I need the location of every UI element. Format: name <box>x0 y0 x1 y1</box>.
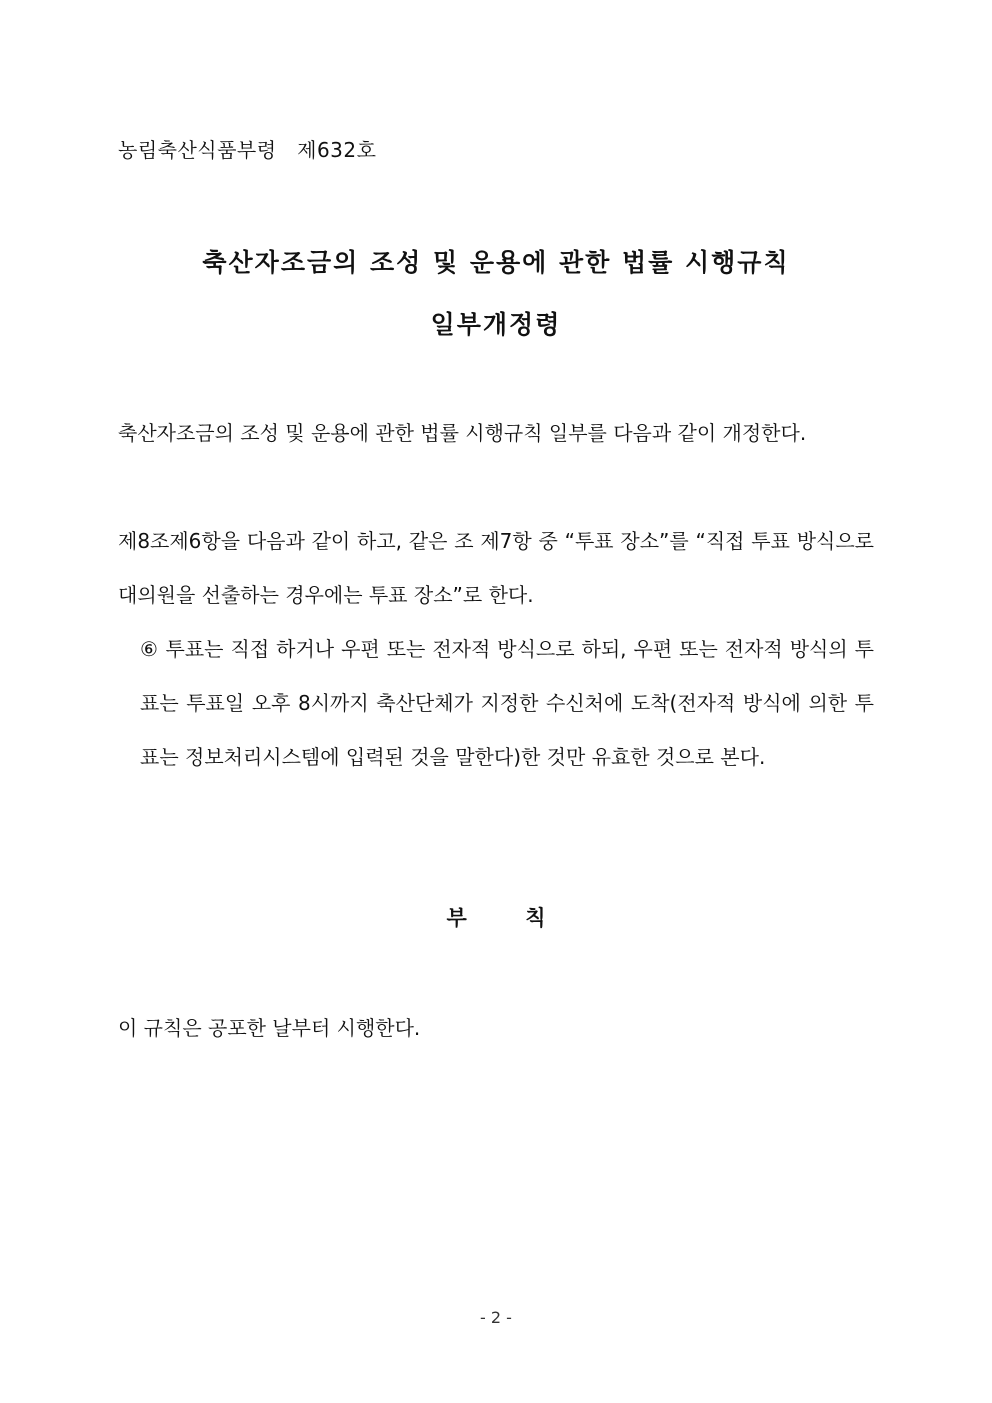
document-title-line-1: 축산자조금의 조성 및 운용에 관한 법률 시행규칙 <box>202 248 790 277</box>
addendum-heading: 부 칙 <box>446 906 546 930</box>
page-number: - 2 - <box>480 1308 512 1327</box>
document-title-line-2: 일부개정령 <box>430 310 562 339</box>
intro-paragraph: 축산자조금의 조성 및 운용에 관한 법률 시행규칙 일부를 다음과 같이 개정한다. <box>118 421 807 445</box>
amendment-paragraph: 제8조제6항을 다음과 같이 하고, 같은 조 제7항 중 “투표 장소”를 “직접 투표 방식으로 대의원을 선출하는 경우에는 투표 장소”로 한다. <box>118 529 874 607</box>
article-8-paragraph-6: ⑥ 투표는 직접 하거나 우편 또는 전자적 방식으로 하되, 우편 또는 전자적 방식의 투표는 투표일 오후 8시까지 축산단체가 지정한 수신처에 도착(전자적 방식에 의한 투표는 정보처리시스템에 입력된 것을 말한다)한 것만 유효한 것으로 본다. <box>140 637 874 769</box>
ordinance-number: 농림축산식품부령 제632호 <box>118 138 377 162</box>
addendum-text: 이 규칙은 공포한 날부터 시행한다. <box>118 1016 421 1040</box>
